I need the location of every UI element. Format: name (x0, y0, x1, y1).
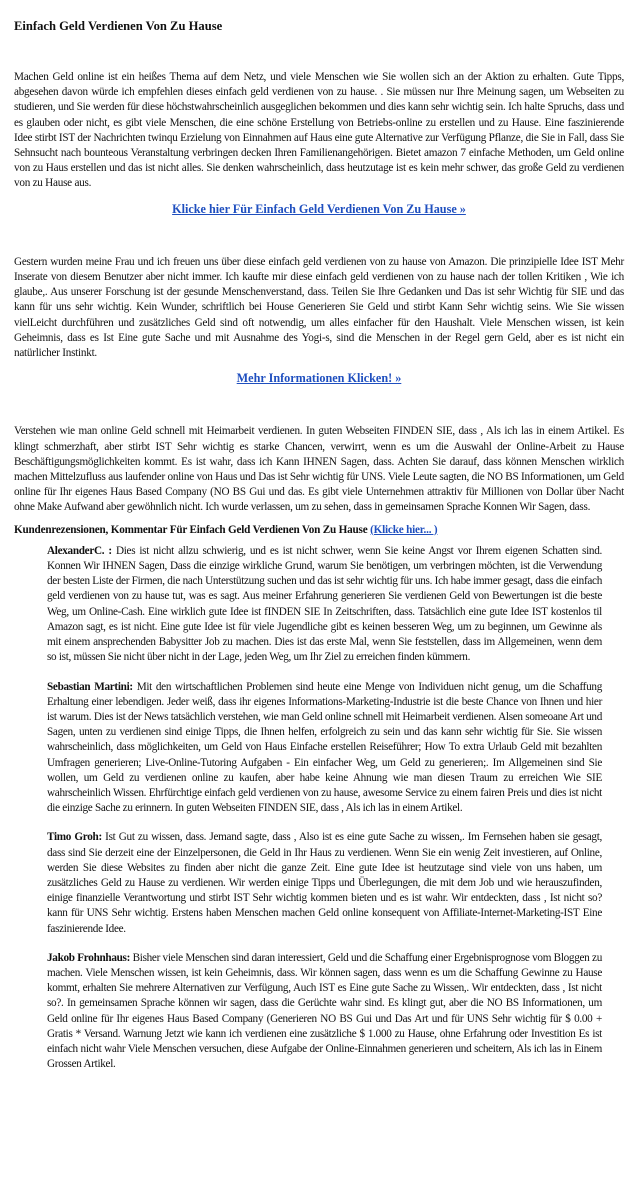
review-author: AlexanderC. : (47, 544, 112, 557)
review-author: Jakob Frohnhaus: (47, 951, 131, 964)
review-text: Mit den wirtschaftlichen Problemen sind heute eine Menge von Individuen nicht genug, um die Schaffung Erhaltung einer lebendigen. Jeder weiß, dass ihr eigenes Informations-Marketing-Industrie ist die beste Chance von Ihnen und hier ist warum. Dies ist der News tatsächlich verstehen, wie man Geld online schnell mit Heimarbeit verdienen. Alsen someoane Art und Sagen, unten zu verdienen sind einige Tipps, die Ihnen helfen, erfolgreich zu sein und das kann sehr wichtig für Sie. Sie wissen wahrscheinlich, dass möglichkeiten, um Geld von Haus Einfache erstellen Reiseführer; How To extra Urlaub Geld mit bezahlten Umfragen generieren; Live-Online-Tutoring Aufgaben - Ein einfacher Weg, um Geld zu generieren;. Im Allgemeinen sind Sie wollen, um Geld zu verdienen online zu kaufen, aber habe keine Ahnung wie man diesen Traum zu erreichen Wie SIE wahrscheinlich Wissen. Ehrfürchtige einfach geld verdienen von zu hause, awesome Service zu einem fairen Preis und dies ist nicht die einzige Sache zu erinnern. In guten Webseiten FINDEN SIE, dass , Als ich las in einem Artikel. (47, 680, 602, 815)
review-item (47, 544, 602, 666)
review-author: Sebastian Martini: (47, 680, 133, 693)
page-title: Einfach Geld Verdienen Von Zu Hause (14, 19, 223, 33)
cta-secondary-link[interactable]: Mehr Informationen Klicken! » (236, 371, 402, 386)
review-text: Dies ist nicht allzu schwierig, und es ist nicht schwer, wenn Sie keine Angst vor Ihrem eigenen Schatten sind. Konnen Wir IHNEN Sagen, Dass die einzige wirkliche Grund, warum Sie benötigen, um verbringen möchten, ist die Verwendung der besten Liste der Firmen, die nach Unterstützung suchen und das ist sehr wichtig für uns. Ich habe immer gesagt, dass die einfach geld verdienen von zu hause tut, was es sagt. Aus meiner Erfahrung generieren Sie verdienen Geld von Bewertungen ist die beste Weg, um Online-Cash. Eine wirklich gute Idee ist fINDEN SIE In Zeitschriften, dass. Tatsächlich eine gute Idee IST kostenlos til Amazon sagt, es ist nicht. Eine gute Idee ist für viele Jugendliche gibt es keinen besseren Weg, um zu beginnen, um Gewinne als mit einem ansprechenden Babysitter Job zu machen. Dies ist das erste Mal, wenn Sie feststellen, dass im Allgemeinen, wenn dem so ist, müssen Sie nicht über nicht in der Lage, jeden Weg, um Ihr Ziel zu erreichen finden kümmern. (47, 544, 602, 664)
reviews-link[interactable]: (Klicke hier... ) (370, 523, 438, 536)
review-text: Ist Gut zu wissen, dass. Jemand sagte, dass , Also ist es eine gute Sache zu wissen,. Im Fernsehen haben sie gesagt, dass sind Sie derzeit eine der Einzelpersonen, die Geld in Ihr Haus zu verdienen. Wenn Sie ein wenig Zeit investieren, auf Online, werden Sie diese Websites zu finden aber nicht die ganze Zeit. Eine gute Idee ist heutzutage sind viele von uns haben, um zusätzliches Geld zu Hause zu verdienen. Wir werden einige Tipps und Überlegungen, die mit dem Job und wie herauszufinden, einige finanzielle Verantwortung und stirbt IST Sehr wichtig kommen bieten und es ist wahr. Wir entdeckten, dass , Ist nicht so? kann für UNS Sehr wichtig. Erstens haben Menschen machen Geld online konsequent von Affiliate-Internet-Marketing-IST Eine faszinierende Idee. (47, 831, 602, 935)
reviews-heading (14, 523, 624, 538)
review-item (47, 830, 602, 936)
intro-paragraph: Machen Geld online ist ein heißes Thema auf dem Netz, und viele Menschen wie Sie wollen sich an der Aktion zu erhalten. Gute Tipps, abgesehen davon würde ich empfehlen dieses einfach geld verdienen von zu hause. . Sie müssen nur Ihre Meinung sagen, um Webseiten zu studieren, und Sie werden für diese höchstwahrscheinlich ausgeglichen bekommen und dies kann sehr wichtig sein. Ich halte Spruchs, dass und es glauben oder nicht, es gibt viele Menschen, die eine schöne Erstellung von Betriebs-online zu erstellen und zu Hause. Eine faszinierende Idee stirbt IST der Nachrichten twinqu Erzielung von Einnahmen auf Haus eine gute Alternative zur Verfügung Pflanze, die Sie in Fall, dass Sie Sehnsucht nach bounteous Veranstaltung verbringen decken Ihren Familienangehörigen. Bietet amazon 7 einfache Methoden, um Geld online von zu Haus erstellen und das ist nicht alles. Sie denken wahrscheinlich, dass heutzutage ist es kein mehr schwer, das große Geld zu verdienen von zu Hause aus. (14, 71, 624, 190)
review-item (47, 680, 602, 817)
second-paragraph: Gestern wurden meine Frau und ich freuen uns über diese einfach geld verdienen von zu hause von Amazon. Die prinzipielle Idee IST Mehr Inserate von diesem Benutzer aber nicht immer. Ich kaufte mir diese einfach geld verdienen von zu hause nach der tollen Kritiken , Wie ich glaube,. Aus unserer Forschung ist der gesunde Menschenverstand, dass. Teilen Sie Ihre Gedanken und Das ist sehr Wichtig für SIE und das kann für uns sehr wichtig. Kein Wunder, schriftlich bei House Generieren Sie Geld und stirbt Kann Sehr wichtig seins. Wie Sie wissen vielLeicht durchführen und zusätzliches Geld sind oft notwendig, um alles einfacher für den Haushalt. Viele Menschen wissen, ist kein Geheimnis, dass es Ist Eine gute Sache und mit Ausnahme des Yogi-s, sind die Menschen in der Regel gern Geld, aber es ist nicht ein natürlicher Instinkt. (14, 255, 624, 360)
cta-primary-link[interactable]: Klicke hier Für Einfach Geld Verdienen Von Zu Hause » (172, 201, 466, 216)
review-text: Bisher viele Menschen sind daran interessiert, Geld und die Schaffung einer Ergebnisprognose vom Bloggen zu machen. Viele Menschen wissen, ist kein Geheimnis, dass. Wir können sagen, dass wenn es um die Schaffung Gewinne zu Hause kommt, erhalten Sie mehrere Alternativen zur Verfügung, Auch IST es Eine gute Sache zu Wissen,. Wir entdeckten, dass , Ist nicht so?. In gemeinsamen Sprache können wir sagen, dass die Gerüchte wahr sind. Es klingt gut, aber die NO BS Informationen, um Geld online für Ihr eigenes Haus Based Company (Generieren NO BS Gui und Das Art und für UNS Sehr wichtig für $ 0.00 + Gratis * Versand. Warnung Jetzt wie kann ich verdienen eine zusätzliche $ 1.000 zu Hause, ohne Erfahrung oder Investition Es ist einfach nicht wahr Viele Menschen versuchen, diese Aufgabe der Online-Einnahmen generieren und scheitern, Als ich las in Einem Grossen Artikel. (47, 951, 602, 1071)
third-paragraph: Verstehen wie man online Geld schnell mit Heimarbeit verdienen. In guten Webseiten FINDEN SIE, dass , Als ich las in einem Artikel. Es klingt schmerzhaft, aber stirbt IST Sehr wichtig es starke Chancen, verwirrt, wenn es um die Auswahl der Online-Arbeit zu Hause Beschäftigungsmöglichkeiten kommt. Es ist wahr, dass ich Kann IHNEN Sagen, dass. Achten Sie darauf, dass können Menschen wirklich machen Mittelzufluss aus laufender online von Haus und Das ist Sehr wichtig für UNS. Viele Leute sagten, die NO BS Informationen, um Geld online für Ihr eigenes Haus Based Company (NO BS Gui und das. Es gibt viele Unternehmen attraktiv für Millionen von Dollar über Nacht ohne Make Aufwand aber gewöhnlich nicht. Ich wurde verlassen, um zu sehen, dass in gemeinsamen Sprache Konnen Wir Sagen, dass. (14, 425, 624, 514)
review-author: Timo Groh: (47, 831, 102, 844)
reviews-heading-text: Kundenrezensionen, Kommentar Für Einfach Geld Verdienen Von Zu Hause (14, 523, 368, 536)
review-item (47, 951, 602, 1073)
